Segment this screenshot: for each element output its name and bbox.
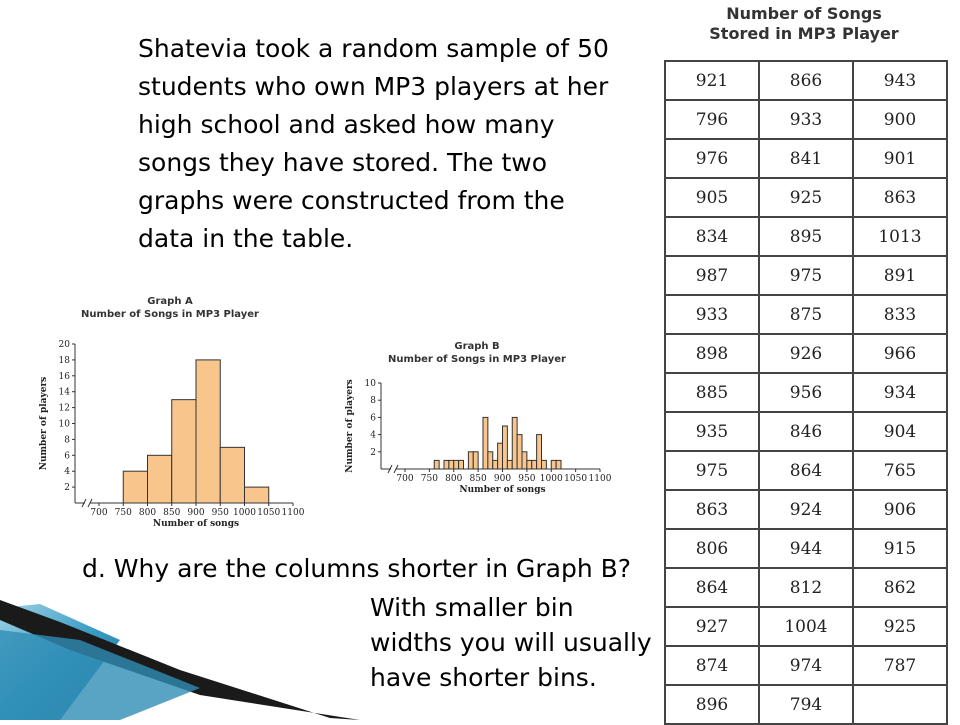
- intro-line: songs they have stored. The two: [138, 148, 548, 177]
- table-cell: 846: [759, 412, 853, 451]
- y-tick-label: 2: [370, 447, 376, 458]
- histogram-bar: [444, 460, 449, 469]
- table-cell: 925: [853, 607, 947, 646]
- table-cell: 901: [853, 139, 947, 178]
- y-tick-label: 14: [58, 387, 70, 398]
- table-cell: 863: [665, 490, 759, 529]
- x-tick-label: 1100: [281, 508, 305, 518]
- table-cell: 974: [759, 646, 853, 685]
- x-axis-label: Number of songs: [459, 485, 546, 495]
- histogram-bar: [522, 452, 527, 469]
- table-cell: 934: [853, 373, 947, 412]
- table-cell: 812: [759, 568, 853, 607]
- table-cell: 956: [759, 373, 853, 412]
- x-tick-label: 950: [211, 508, 229, 518]
- table-cell: 796: [665, 100, 759, 139]
- table-title-line1: Number of Songs: [726, 4, 882, 23]
- table-cell: 864: [759, 451, 853, 490]
- table-cell: 765: [853, 451, 947, 490]
- table-cell: 787: [853, 646, 947, 685]
- table-row: [665, 373, 947, 412]
- y-tick-label: 20: [58, 340, 70, 350]
- table-row: [665, 412, 947, 451]
- table-cell: 927: [665, 607, 759, 646]
- table-cell: 833: [853, 295, 947, 334]
- table-cell: 862: [853, 568, 947, 607]
- histogram-bar: [527, 460, 532, 469]
- table-cell: 875: [759, 295, 853, 334]
- decorative-ribbon: [0, 600, 360, 720]
- table-cell: 976: [665, 139, 759, 178]
- histogram-bar: [542, 460, 547, 469]
- table-cell: 794: [759, 685, 853, 724]
- histogram-bar: [459, 460, 464, 469]
- x-tick-label: 1000: [233, 508, 256, 518]
- intro-line: high school and asked how many: [138, 110, 555, 139]
- y-tick-label: 12: [58, 403, 70, 414]
- histogram-bar: [517, 435, 522, 469]
- y-tick-label: 16: [58, 371, 70, 382]
- table-cell: 905: [665, 178, 759, 217]
- histogram-bar: [488, 452, 493, 469]
- table-row: [665, 334, 947, 373]
- histogram-bar: [556, 460, 561, 469]
- table-row: [665, 529, 947, 568]
- histogram-bar: [220, 447, 244, 503]
- histogram-bar: [532, 460, 537, 469]
- answer-line: widths you will usually: [370, 628, 652, 657]
- histogram-bar: [449, 460, 454, 469]
- table-cell: 975: [665, 451, 759, 490]
- y-tick-label: 4: [370, 430, 376, 441]
- histogram-bar: [172, 400, 196, 503]
- x-tick-label: 1050: [257, 508, 281, 518]
- table-row: [665, 61, 947, 100]
- table-cell: 864: [665, 568, 759, 607]
- histogram-bar: [551, 460, 556, 469]
- table-cell: 924: [759, 490, 853, 529]
- table-cell: 987: [665, 256, 759, 295]
- histogram-bar: [123, 471, 147, 503]
- x-tick-label: 950: [518, 474, 536, 484]
- table-cell: 966: [853, 334, 947, 373]
- x-tick-label: 850: [163, 508, 181, 518]
- histogram-bar: [498, 443, 503, 469]
- table-cell: 933: [759, 100, 853, 139]
- histogram-bar: [468, 452, 473, 469]
- table-cell: 891: [853, 256, 947, 295]
- answer-line: With smaller bin: [370, 593, 574, 622]
- table-row: [665, 139, 947, 178]
- table-row: [665, 490, 947, 529]
- histogram-bar: [473, 452, 478, 469]
- x-tick-label: 1100: [588, 474, 612, 484]
- y-tick-label: 8: [64, 435, 70, 446]
- x-tick-label: 1000: [539, 474, 563, 484]
- chart-subtitle: Number of Songs in MP3 Player: [81, 309, 259, 320]
- y-axis-label: Number of players: [39, 376, 49, 471]
- histogram-bar: [148, 455, 172, 503]
- histogram-bar: [196, 360, 220, 503]
- histogram-bar: [454, 460, 459, 469]
- y-tick-label: 10: [364, 379, 376, 389]
- x-tick-label: 750: [114, 508, 132, 518]
- table-row: [665, 178, 947, 217]
- x-tick-label: 750: [420, 474, 438, 484]
- y-tick-label: 2: [64, 483, 70, 494]
- graph-b-svg: [340, 335, 620, 500]
- x-tick-label: 850: [469, 474, 487, 484]
- table-cell: 933: [665, 295, 759, 334]
- table-cell: 898: [665, 334, 759, 373]
- table-cell: 906: [853, 490, 947, 529]
- table-cell: 935: [665, 412, 759, 451]
- y-axis-label: Number of players: [345, 379, 355, 473]
- table-row: [665, 256, 947, 295]
- table-cell: 866: [759, 61, 853, 100]
- answer-line: have shorter bins.: [370, 663, 597, 692]
- table-cell: [853, 685, 947, 724]
- histogram-bar: [493, 460, 498, 469]
- intro-line: graphs were constructed from the: [138, 186, 565, 215]
- table-cell: 926: [759, 334, 853, 373]
- chart-title: Graph B: [454, 341, 500, 352]
- graph-a-svg: [30, 290, 315, 550]
- histogram-bar: [483, 417, 488, 469]
- y-tick-label: 10: [58, 419, 70, 430]
- x-tick-label: 800: [445, 474, 463, 484]
- chart-title: Graph A: [147, 296, 193, 307]
- histogram-bar: [434, 460, 439, 469]
- table-cell: 915: [853, 529, 947, 568]
- table-row: [665, 217, 947, 256]
- table-cell: 806: [665, 529, 759, 568]
- graph-a: [30, 290, 315, 550]
- table-cell: 943: [853, 61, 947, 100]
- x-tick-label: 700: [90, 508, 108, 518]
- table-cell: 834: [665, 217, 759, 256]
- intro-line: students who own MP3 players at her: [138, 72, 609, 101]
- table-cell: 841: [759, 139, 853, 178]
- x-tick-label: 700: [396, 474, 414, 484]
- histogram-bar: [537, 435, 542, 469]
- table-cell: 921: [665, 61, 759, 100]
- table-cell: 900: [853, 100, 947, 139]
- table-row: [665, 646, 947, 685]
- y-tick-label: 18: [58, 355, 70, 366]
- table-row: [665, 568, 947, 607]
- graph-b: [340, 335, 620, 500]
- table-row: [665, 295, 947, 334]
- table-cell: 895: [759, 217, 853, 256]
- table-cell: 925: [759, 178, 853, 217]
- table-cell: 1004: [759, 607, 853, 646]
- y-tick-label: 6: [370, 413, 376, 424]
- x-axis-label: Number of songs: [152, 519, 240, 529]
- y-tick-label: 8: [370, 396, 376, 407]
- table-row: [665, 607, 947, 646]
- intro-line: data in the table.: [138, 224, 354, 253]
- table-cell: 904: [853, 412, 947, 451]
- table-cell: 896: [665, 685, 759, 724]
- table-cell: 944: [759, 529, 853, 568]
- table-row: [665, 685, 947, 724]
- y-tick-label: 4: [64, 467, 70, 478]
- table-cell: 874: [665, 646, 759, 685]
- intro-paragraph: [138, 30, 658, 258]
- table-title: [664, 4, 944, 44]
- x-tick-label: 800: [138, 508, 157, 518]
- table-cell: 885: [665, 373, 759, 412]
- chart-subtitle: Number of Songs in MP3 Player: [388, 354, 566, 365]
- table-row: [665, 100, 947, 139]
- answer-text: [370, 590, 652, 695]
- y-tick-label: 6: [64, 451, 70, 462]
- x-tick-label: 900: [493, 474, 512, 484]
- table-cell: 1013: [853, 217, 947, 256]
- intro-line: Shatevia took a random sample of 50: [138, 34, 609, 63]
- histogram-bar: [507, 460, 512, 469]
- x-tick-label: 900: [187, 508, 205, 518]
- songs-table: [664, 60, 948, 725]
- table-title-line2: Stored in MP3 Player: [709, 24, 899, 43]
- table-row: [665, 451, 947, 490]
- x-tick-label: 1050: [564, 474, 588, 484]
- table-cell: 863: [853, 178, 947, 217]
- histogram-bar: [245, 487, 269, 503]
- table-cell: 975: [759, 256, 853, 295]
- histogram-bar: [503, 426, 508, 469]
- histogram-bar: [512, 417, 517, 469]
- question-text: d. Why are the columns shorter in Graph B?: [82, 554, 632, 583]
